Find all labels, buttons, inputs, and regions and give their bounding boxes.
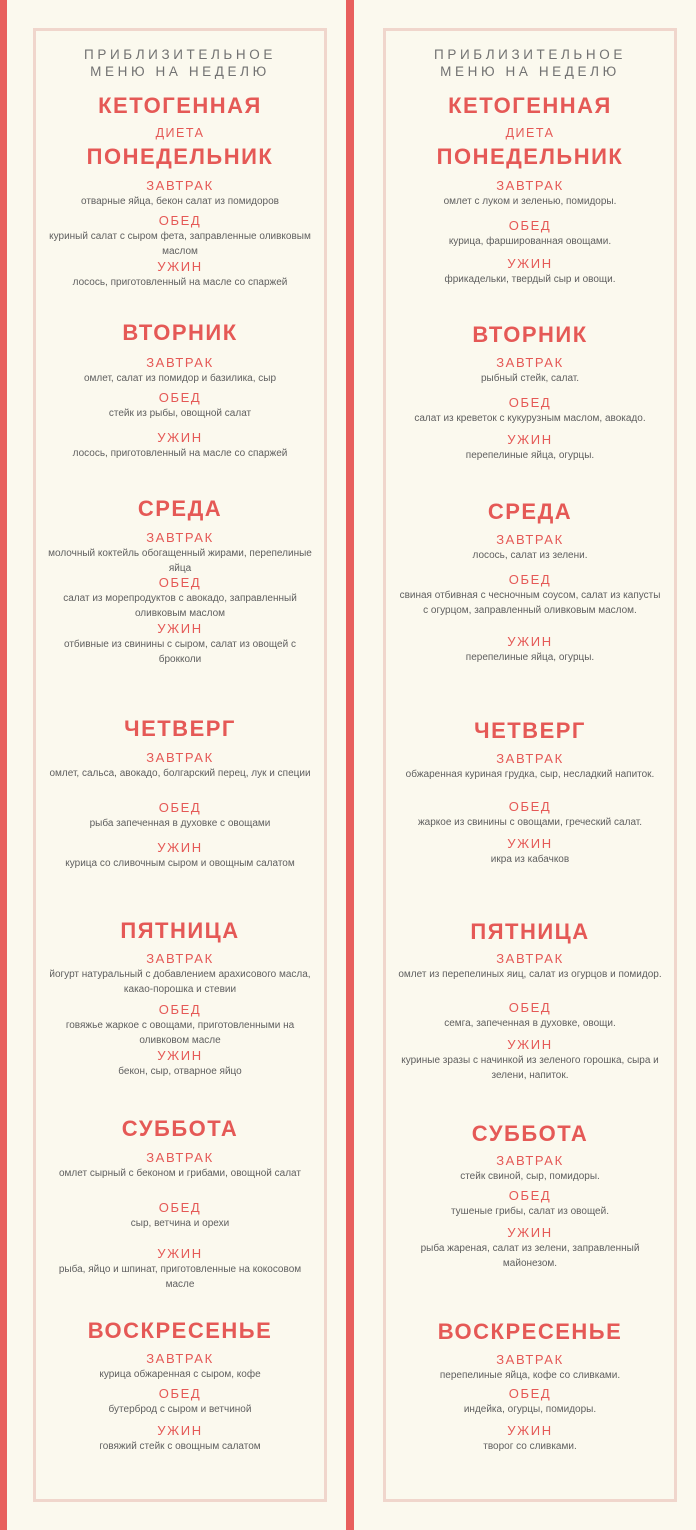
breakfast-label: ЗАВТРАК (146, 1150, 214, 1165)
day-heading: ПОНЕДЕЛЬНИК (436, 144, 624, 169)
breakfast-label: ЗАВТРАК (146, 530, 214, 545)
lunch-label: ОБЕД (508, 799, 552, 814)
day-heading: ВОСКРЕСЕНЬЕ (87, 1318, 273, 1343)
breakfast-text: омлет, сальса, авокадо, болгарский перец, лук и специи (49, 768, 311, 779)
dinner-label: УЖИН (507, 1225, 553, 1240)
lunch-label: ОБЕД (508, 1000, 552, 1015)
lunch-label: ОБЕД (158, 213, 202, 228)
dinner-label: УЖИН (157, 1048, 203, 1063)
dinner-label: УЖИН (157, 259, 203, 274)
dinner-text: отбивные из свинины с сыром, салат из овощей с брокколи (64, 639, 296, 665)
dinner-text: говяжий стейк с овощным салатом (99, 1441, 261, 1452)
lunch-label: ОБЕД (508, 218, 552, 233)
center-accent-bar (346, 0, 354, 1530)
breakfast-text: йогурт натуральный с добавлением арахисового масла, какао-порошка и стевии (49, 969, 311, 995)
lunch-text: курица, фаршированная овощами. (448, 236, 612, 247)
breakfast-label: ЗАВТРАК (496, 355, 564, 370)
dinner-text: икра из кабачков (490, 854, 570, 865)
header-text (36, 46, 324, 80)
lunch-label: ОБЕД (158, 1002, 202, 1017)
lunch-label: ОБЕД (158, 575, 202, 590)
breakfast-text: омлет сырный с беконом и грибами, овощной салат (59, 1168, 301, 1179)
breakfast-text: отварные яйца, бекон салат из помидоров (81, 196, 279, 207)
breakfast-text: лосось, салат из зелени. (472, 550, 588, 561)
breakfast-text: курица обжаренная с сыром, кофе (99, 1369, 261, 1380)
dinner-text: перепелиные яйца, огурцы. (465, 652, 595, 663)
lunch-label: ОБЕД (508, 1188, 552, 1203)
breakfast-label: ЗАВТРАК (496, 951, 564, 966)
lunch-text: рыба запеченная в духовке с овощами (89, 818, 271, 829)
breakfast-label: ЗАВТРАК (496, 1153, 564, 1168)
page-title: КЕТОГЕННАЯ (448, 93, 612, 118)
header-line-1: ПРИБЛИЗИТЕЛЬНОЕ (434, 47, 626, 62)
breakfast-label: ЗАВТРАК (146, 355, 214, 370)
day-heading: ВТОРНИК (472, 322, 588, 347)
day-heading: ПЯТНИЦА (470, 919, 590, 944)
breakfast-label: ЗАВТРАК (146, 1351, 214, 1366)
dinner-text: рыба, яйцо и шпинат, приготовленные на кокосовом масле (58, 1264, 302, 1290)
dinner-text: рыба жареная, салат из зелени, заправленный майонезом. (420, 1243, 640, 1269)
dinner-label: УЖИН (507, 836, 553, 851)
lunch-label: ОБЕД (158, 1386, 202, 1401)
day-heading: СРЕДА (487, 499, 573, 524)
dinner-text: куриные зразы с начинкой из зеленого горошка, сыра и зелени, напиток. (401, 1055, 659, 1081)
dinner-text: перепелиные яйца, огурцы. (465, 450, 595, 461)
menu-panel-right (383, 28, 677, 1502)
breakfast-label: ЗАВТРАК (496, 751, 564, 766)
lunch-label: ОБЕД (508, 572, 552, 587)
breakfast-label: ЗАВТРАК (146, 750, 214, 765)
dinner-label: УЖИН (507, 1423, 553, 1438)
breakfast-label: ЗАВТРАК (146, 951, 214, 966)
lunch-text: тушеные грибы, салат из овощей. (450, 1206, 609, 1217)
lunch-text: жаркое из свинины с овощами, греческий салат. (417, 817, 643, 828)
dinner-text: курица со сливочным сыром и овощным салатом (65, 858, 295, 869)
breakfast-label: ЗАВТРАК (496, 532, 564, 547)
day-heading: СРЕДА (137, 496, 223, 521)
breakfast-label: ЗАВТРАК (496, 1352, 564, 1367)
dinner-label: УЖИН (157, 1246, 203, 1261)
lunch-text: куриный салат с сыром фета, заправленные оливковым маслом (49, 231, 311, 257)
lunch-label: ОБЕД (158, 390, 202, 405)
dinner-label: УЖИН (157, 840, 203, 855)
breakfast-label: ЗАВТРАК (496, 178, 564, 193)
page-subtitle: ДИЕТА (505, 126, 555, 140)
breakfast-text: обжаренная куриная грудка, сыр, несладкий напиток. (405, 769, 655, 780)
dinner-label: УЖИН (157, 621, 203, 636)
breakfast-label: ЗАВТРАК (146, 178, 214, 193)
dinner-text: фрикадельки, твердый сыр и овощи. (444, 274, 616, 285)
lunch-text: стейк из рыбы, овощной салат (108, 408, 252, 419)
lunch-text: салат из креветок с кукурузным маслом, авокадо. (414, 413, 646, 424)
header-text (386, 46, 674, 80)
day-heading: ЧЕТВЕРГ (474, 718, 586, 743)
dinner-text: лосось, приготовленный на масле со спаржей (72, 277, 288, 288)
breakfast-text: омлет, салат из помидор и базилика, сыр (83, 373, 277, 384)
day-heading: ПОНЕДЕЛЬНИК (86, 144, 274, 169)
lunch-label: ОБЕД (158, 1200, 202, 1215)
header-line-2: МЕНЮ НА НЕДЕЛЮ (440, 64, 620, 79)
header-line-2: МЕНЮ НА НЕДЕЛЮ (90, 64, 270, 79)
lunch-text: бутерброд с сыром и ветчиной (108, 1404, 252, 1415)
left-accent-bar (0, 0, 7, 1530)
dinner-label: УЖИН (507, 634, 553, 649)
lunch-text: свиная отбивная с чесночным соусом, салат из капусты с огурцом, заправленный оливковым маслом. (399, 590, 661, 616)
breakfast-text: молочный коктейль обогащенный жирами, перепелиные яйца (48, 548, 312, 574)
breakfast-text: омлет с луком и зеленью, помидоры. (443, 196, 617, 207)
dinner-text: творог со сливками. (483, 1441, 577, 1452)
lunch-text: говяжье жаркое с овощами, приготовленными на оливковом масле (65, 1020, 295, 1046)
lunch-text: сыр, ветчина и орехи (130, 1218, 230, 1229)
day-heading: СУББОТА (471, 1121, 589, 1146)
breakfast-text: стейк свиной, сыр, помидоры. (460, 1171, 600, 1182)
lunch-text: семга, запеченная в духовке, овощи. (444, 1018, 616, 1029)
dinner-label: УЖИН (507, 1037, 553, 1052)
breakfast-text: омлет из перепелиных яиц, салат из огурцов и помидор. (398, 969, 662, 980)
dinner-label: УЖИН (507, 256, 553, 271)
dinner-label: УЖИН (157, 430, 203, 445)
dinner-text: лосось, приготовленный на масле со спаржей (72, 448, 288, 459)
day-heading: ПЯТНИЦА (120, 918, 240, 943)
dinner-label: УЖИН (507, 432, 553, 447)
lunch-label: ОБЕД (158, 800, 202, 815)
day-heading: ВТОРНИК (122, 320, 238, 345)
day-heading: СУББОТА (121, 1116, 239, 1141)
breakfast-text: перепелиные яйца, кофе со сливками. (439, 1370, 621, 1381)
lunch-label: ОБЕД (508, 395, 552, 410)
dinner-text: бекон, сыр, отварное яйцо (118, 1066, 242, 1077)
lunch-text: индейка, огурцы, помидоры. (463, 1404, 597, 1415)
menu-panel-left (33, 28, 327, 1502)
lunch-label: ОБЕД (508, 1386, 552, 1401)
lunch-text: салат из морепродуктов с авокадо, заправленный оливковым маслом (63, 593, 297, 619)
breakfast-text: рыбный стейк, салат. (480, 373, 580, 384)
page-subtitle: ДИЕТА (155, 126, 205, 140)
page-title: КЕТОГЕННАЯ (98, 93, 262, 118)
day-heading: ВОСКРЕСЕНЬЕ (437, 1319, 623, 1344)
dinner-label: УЖИН (157, 1423, 203, 1438)
header-line-1: ПРИБЛИЗИТЕЛЬНОЕ (84, 47, 276, 62)
day-heading: ЧЕТВЕРГ (124, 716, 236, 741)
